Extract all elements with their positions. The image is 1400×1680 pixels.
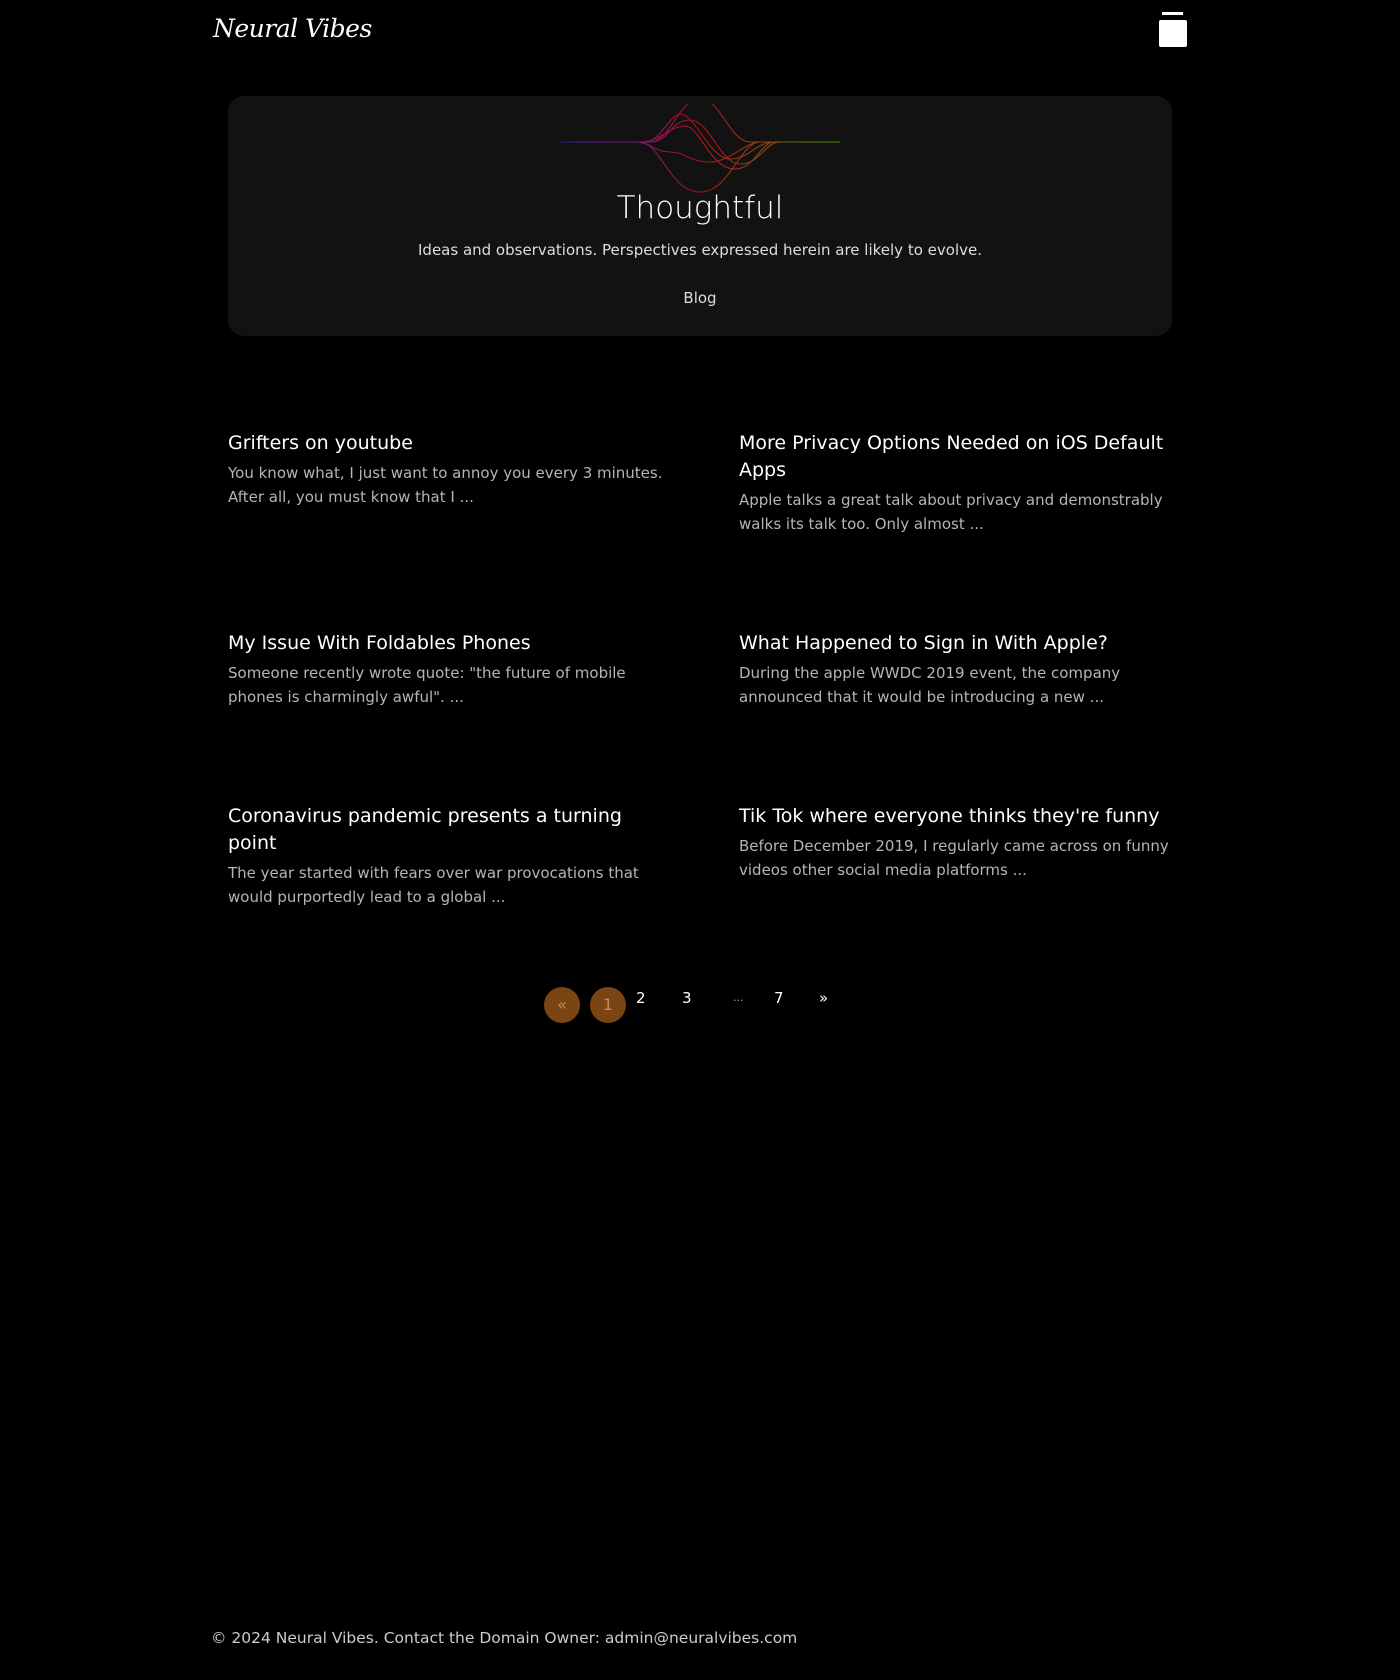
post-excerpt: The year started with fears over war provocations that would purportedly lead to a global ... xyxy=(228,864,639,906)
pagination xyxy=(0,986,1400,1026)
pagination-ellipsis: ... xyxy=(733,991,744,1004)
pagination-page[interactable]: 2 xyxy=(636,989,646,1007)
waveform-icon xyxy=(560,104,840,199)
post-title[interactable]: What Happened to Sign in With Apple? xyxy=(739,632,1108,654)
pagination-prev[interactable]: « xyxy=(544,987,580,1023)
post-title[interactable]: My Issue With Foldables Phones xyxy=(228,632,531,654)
post-excerpt: Someone recently wrote quote: "the future of mobile phones is charmingly awful". ... xyxy=(228,664,626,706)
menu-box-icon xyxy=(1159,20,1187,47)
post-card[interactable] xyxy=(228,803,668,909)
pagination-page-current[interactable]: 1 xyxy=(590,987,626,1023)
post-title[interactable]: More Privacy Options Needed on iOS Default Apps xyxy=(739,432,1164,481)
post-card[interactable] xyxy=(228,630,668,709)
hero-subtitle: Ideas and observations. Perspectives expressed herein are likely to evolve. xyxy=(418,241,982,259)
blog-link[interactable]: Blog xyxy=(683,289,717,307)
pagination-next[interactable]: » xyxy=(819,989,829,1007)
post-title[interactable]: Grifters on youtube xyxy=(228,432,413,454)
footer-text: © 2024 Neural Vibes. Contact the Domain Owner: admin@neuralvibes.com xyxy=(211,1629,798,1647)
post-card[interactable] xyxy=(228,430,668,509)
post-excerpt: You know what, I just want to annoy you every 3 minutes. After all, you must know that I ... xyxy=(228,464,663,506)
post-card[interactable] xyxy=(739,430,1179,536)
site-logo[interactable]: Neural Vibes xyxy=(213,14,372,43)
post-excerpt: Apple talks a great talk about privacy and demonstrably walks its talk too. Only almost ... xyxy=(739,491,1163,533)
post-excerpt: During the apple WWDC 2019 event, the company announced that it would be introducing a new ... xyxy=(739,664,1121,706)
pagination-page[interactable]: 3 xyxy=(682,989,692,1007)
post-card[interactable] xyxy=(739,630,1179,709)
post-card[interactable] xyxy=(739,803,1179,882)
post-title[interactable]: Tik Tok where everyone thinks they're funny xyxy=(739,805,1160,827)
post-title[interactable]: Coronavirus pandemic presents a turning point xyxy=(228,805,622,854)
pagination-page[interactable]: 7 xyxy=(774,989,784,1007)
hamburger-icon xyxy=(1162,12,1183,15)
post-excerpt: Before December 2019, I regularly came across on funny videos other social media platforms ... xyxy=(739,837,1169,879)
hero-card xyxy=(228,96,1172,336)
menu-button[interactable] xyxy=(1159,12,1187,48)
hero-title: Thoughtful xyxy=(616,190,784,226)
